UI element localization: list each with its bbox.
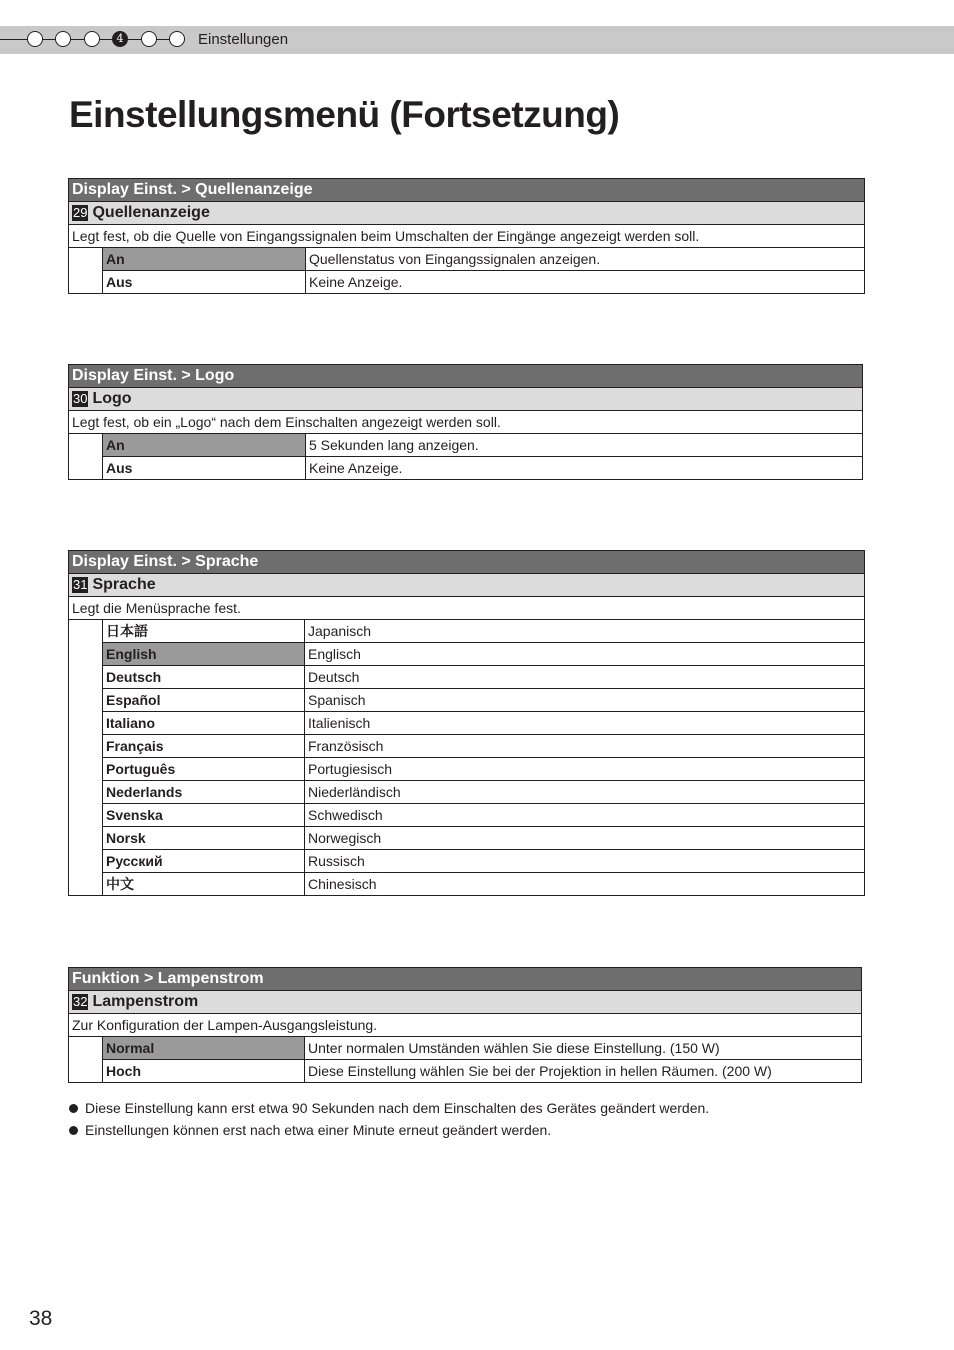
option-label: Français: [103, 735, 305, 758]
table-header: Display Einst. > Logo: [69, 365, 863, 388]
item-number-badge: 29: [73, 205, 88, 220]
note-text: Einstellungen können erst nach etwa einer Minute erneut geändert werden.: [85, 1122, 552, 1138]
step-circle: [27, 31, 43, 47]
option-desc: Keine Anzeige.: [306, 271, 865, 294]
option-label: Aus: [103, 457, 306, 480]
option-label: Normal: [103, 1037, 305, 1060]
option-desc: Deutsch: [305, 666, 865, 689]
option-desc: Russisch: [305, 850, 865, 873]
bullet-icon: [69, 1126, 78, 1135]
option-label: Español: [103, 689, 305, 712]
option-label: Deutsch: [103, 666, 305, 689]
setting-description: Legt fest, ob die Quelle von Eingangssignalen beim Umschalten der Eingänge angezeigt werden soll.: [69, 225, 865, 248]
option-desc: Unter normalen Umständen wählen Sie diese Einstellung. (150 W): [305, 1037, 862, 1060]
table-row: [69, 248, 865, 271]
table-row: [69, 735, 865, 758]
settings-table: [68, 364, 863, 480]
table-header: Funktion > Lampenstrom: [69, 968, 862, 991]
note-item: [69, 1119, 709, 1141]
option-label: Nederlands: [103, 781, 305, 804]
option-desc: 5 Sekunden lang anzeigen.: [306, 434, 863, 457]
table-row: [69, 873, 865, 896]
option-label: Português: [103, 758, 305, 781]
table-row: [69, 689, 865, 712]
setting-name: Quellenanzeige: [92, 204, 210, 221]
option-label: An: [103, 434, 306, 457]
bullet-icon: [69, 1104, 78, 1113]
table-row: [69, 457, 863, 480]
step-circle: [55, 31, 71, 47]
option-label: Norsk: [103, 827, 305, 850]
setting-description: Legt fest, ob ein „Logo“ nach dem Einschalten angezeigt werden soll.: [69, 411, 863, 434]
option-desc: Französisch: [305, 735, 865, 758]
page-title: Einstellungsmenü (Fortsetzung): [69, 94, 620, 135]
indent-cell: [69, 620, 103, 896]
table-row: [69, 827, 865, 850]
option-desc: Japanisch: [305, 620, 865, 643]
option-label: 日本語: [103, 620, 305, 643]
settings-table: [68, 178, 865, 294]
setting-name-row: [69, 202, 865, 225]
item-number-badge: 30: [73, 391, 88, 406]
table-header: Display Einst. > Sprache: [69, 551, 865, 574]
table-row: [69, 804, 865, 827]
table-row: [69, 271, 865, 294]
table-row: [69, 758, 865, 781]
table-header: Display Einst. > Quellenanzeige: [69, 179, 865, 202]
option-desc: Englisch: [305, 643, 865, 666]
table-row: [69, 781, 865, 804]
option-desc: Keine Anzeige.: [306, 457, 863, 480]
step-circle: [169, 31, 185, 47]
setting-name-row: [69, 991, 862, 1014]
step-circle: [141, 31, 157, 47]
table-row: [69, 643, 865, 666]
option-label: Hoch: [103, 1060, 305, 1083]
notes-list: [69, 1097, 709, 1141]
option-desc: Quellenstatus von Eingangssignalen anzeigen.: [306, 248, 865, 271]
setting-description: Zur Konfiguration der Lampen-Ausgangsleistung.: [69, 1014, 862, 1037]
step-circle: [84, 31, 100, 47]
option-desc: Diese Einstellung wählen Sie bei der Projektion in hellen Räumen. (200 W): [305, 1060, 862, 1083]
section-title: Einstellungen: [198, 31, 289, 48]
setting-description: Legt die Menüsprache fest.: [69, 597, 865, 620]
indent-cell: [69, 434, 103, 480]
option-label: Aus: [103, 271, 306, 294]
option-desc: Niederländisch: [305, 781, 865, 804]
option-desc: Schwedisch: [305, 804, 865, 827]
option-desc: Norwegisch: [305, 827, 865, 850]
settings-table: [68, 967, 862, 1083]
option-desc: Portugiesisch: [305, 758, 865, 781]
option-desc: Chinesisch: [305, 873, 865, 896]
table-row: [69, 850, 865, 873]
option-label: 中文: [103, 873, 305, 896]
step-circle-active: 4: [112, 31, 128, 47]
chapter-bar: [0, 26, 954, 54]
setting-name-row: [69, 574, 865, 597]
indent-cell: [69, 1037, 103, 1083]
item-number-badge: 32: [73, 994, 88, 1009]
option-desc: Italienisch: [305, 712, 865, 735]
item-number-badge: 31: [73, 577, 88, 592]
option-desc: Spanisch: [305, 689, 865, 712]
setting-name: Sprache: [92, 576, 156, 593]
table-row: [69, 1037, 862, 1060]
setting-name: Logo: [92, 390, 132, 407]
note-item: [69, 1097, 709, 1119]
setting-name-row: [69, 388, 863, 411]
settings-table: [68, 550, 865, 896]
option-label: Русский: [103, 850, 305, 873]
table-row: [69, 434, 863, 457]
option-label: An: [103, 248, 306, 271]
indent-cell: [69, 248, 103, 294]
table-row: [69, 666, 865, 689]
page-number: 38: [29, 1307, 53, 1330]
note-text: Diese Einstellung kann erst etwa 90 Sekunden nach dem Einschalten des Gerätes geändert werden.: [85, 1100, 710, 1116]
table-row: [69, 1060, 862, 1083]
option-label: English: [103, 643, 305, 666]
setting-name: Lampenstrom: [92, 993, 199, 1010]
table-row: [69, 620, 865, 643]
table-row: [69, 712, 865, 735]
option-label: Svenska: [103, 804, 305, 827]
option-label: Italiano: [103, 712, 305, 735]
